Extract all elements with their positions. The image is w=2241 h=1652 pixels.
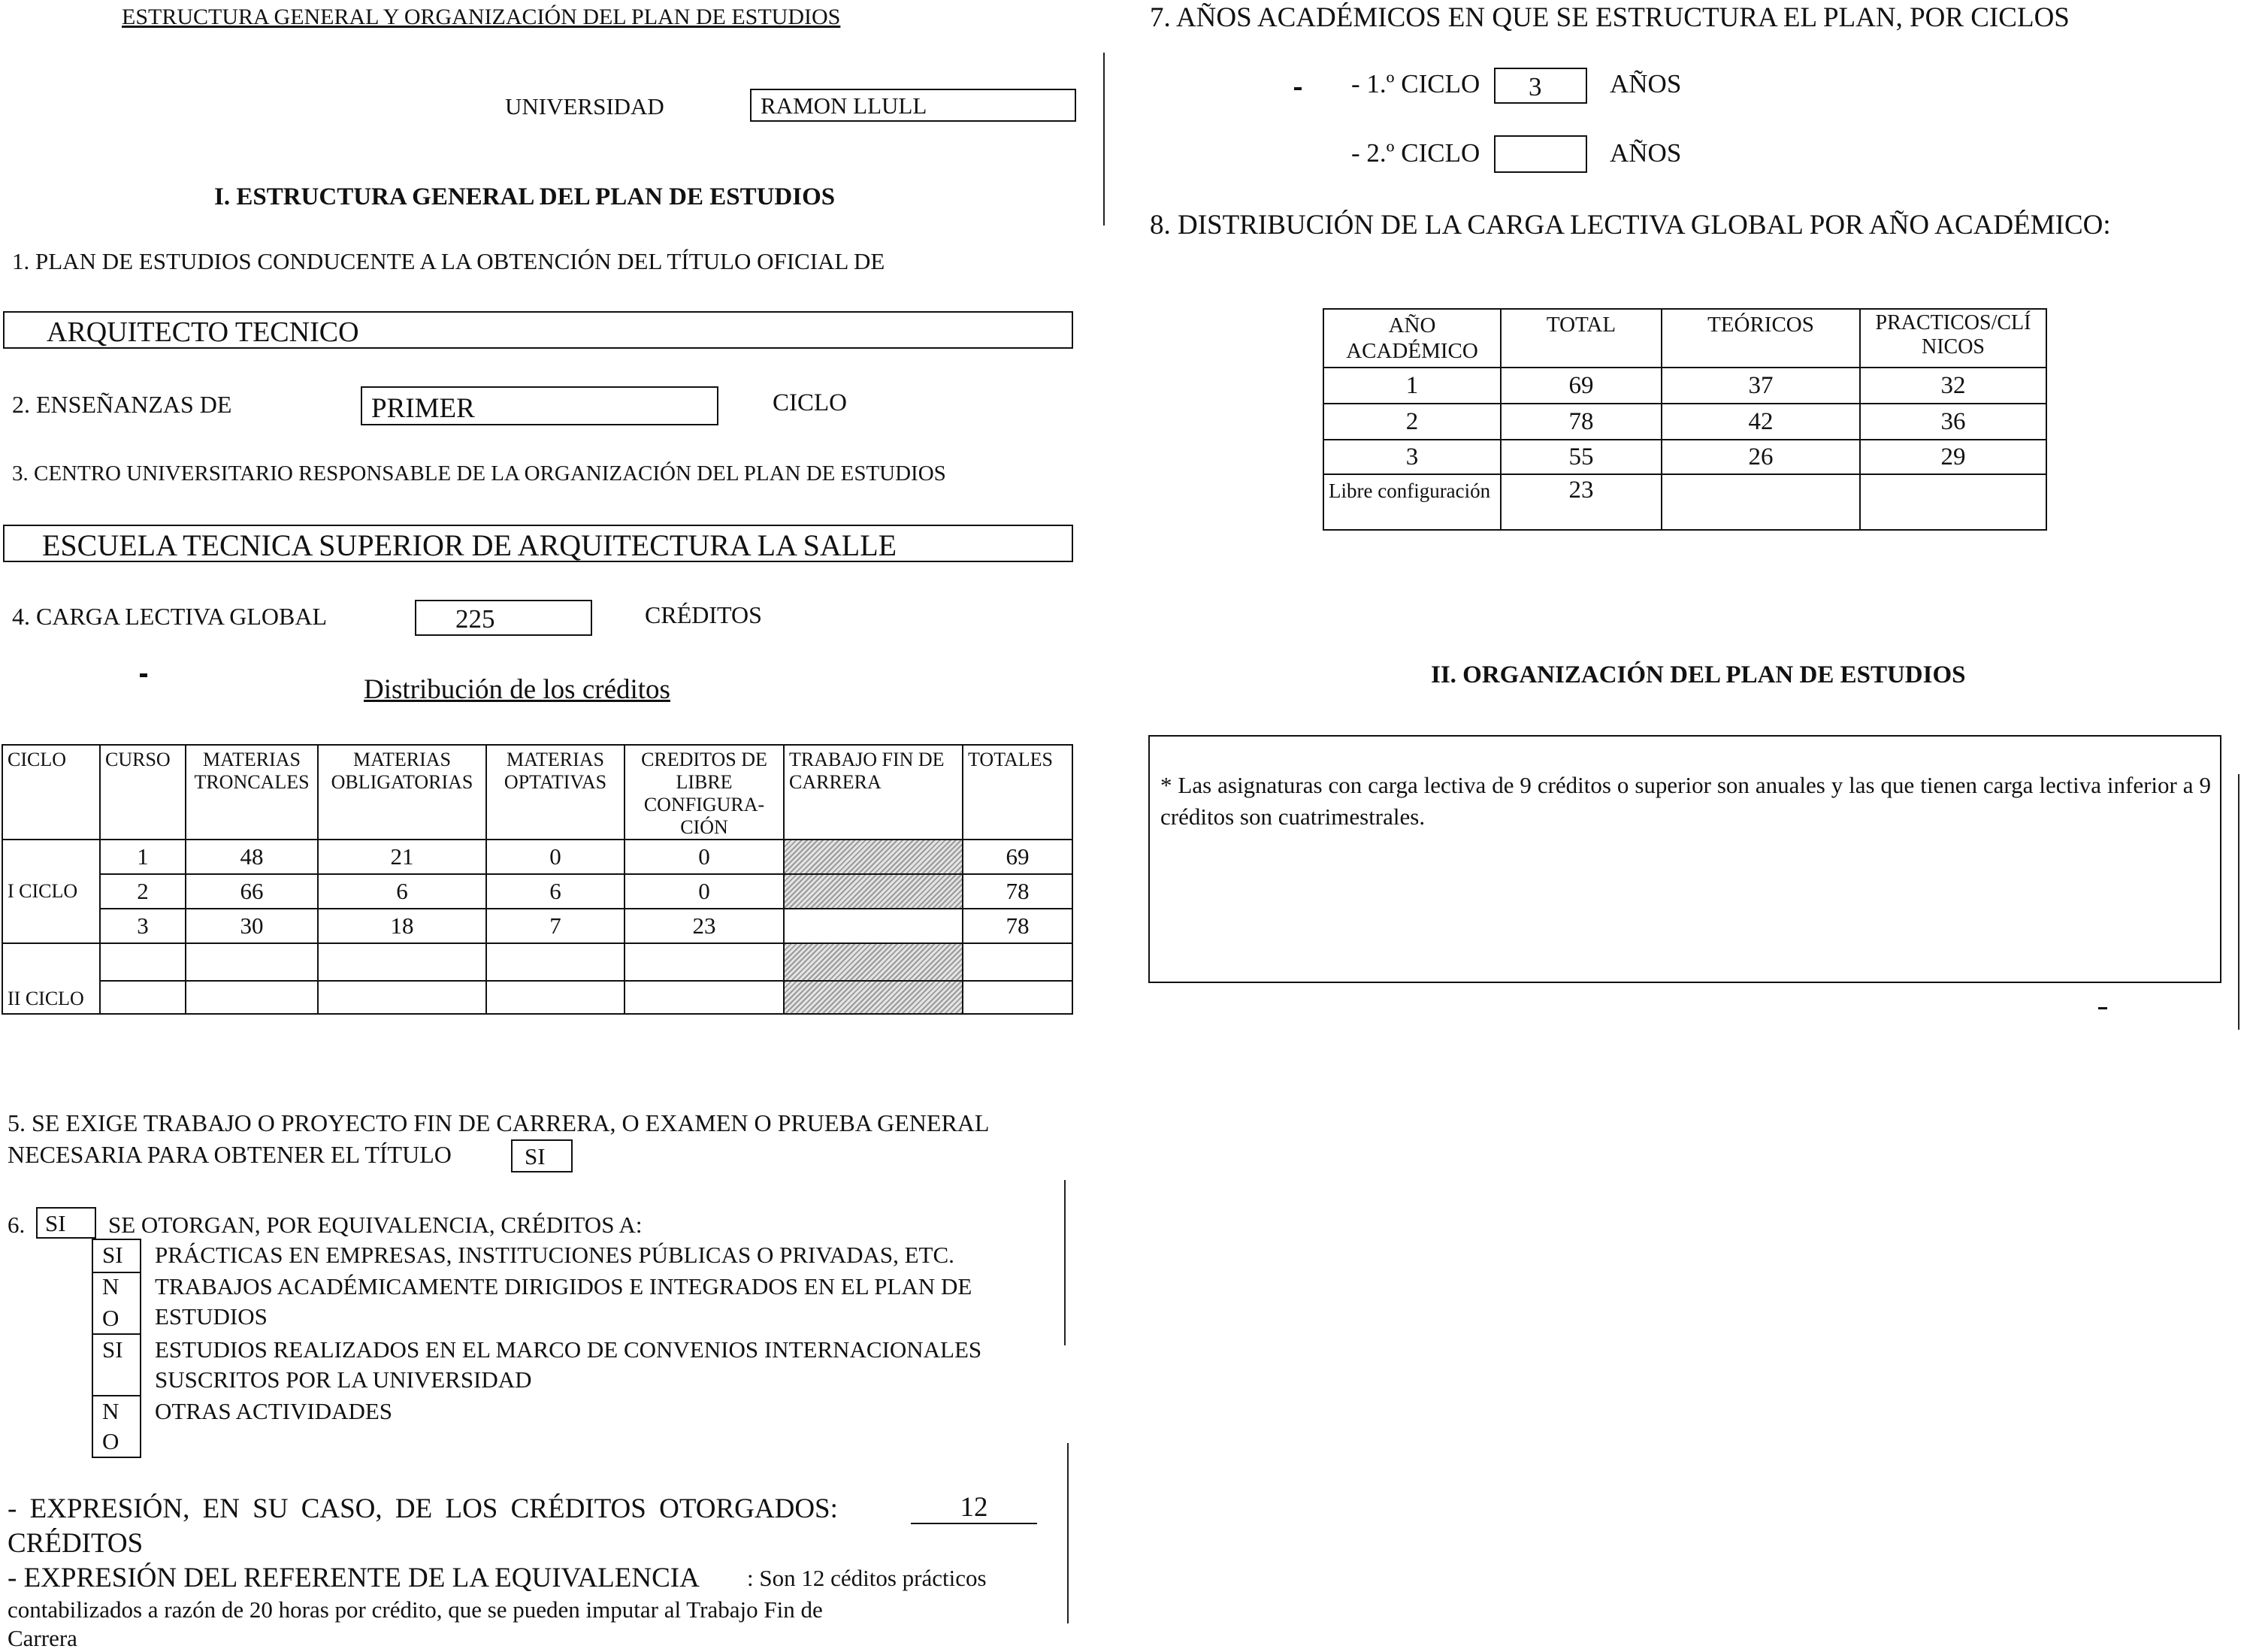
optativas-cell: 0: [486, 840, 625, 874]
ciclo2-suffix: AÑOS: [1610, 138, 1682, 168]
item3-label: 3. CENTRO UNIVERSITARIO RESPONSABLE DE LA ORGANIZACIÓN DEL PLAN DE ESTUDIOS: [12, 461, 946, 486]
item1-label: 1. PLAN DE ESTUDIOS CONDUCENTE A LA OBTENCIÓN DEL TÍTULO OFICIAL DE: [12, 248, 885, 274]
obligatorias-cell: 6: [318, 874, 486, 909]
teoricos-cell: 26: [1662, 440, 1860, 474]
universidad-field: [750, 89, 1076, 122]
centro-value: ESCUELA TECNICA SUPERIOR DE ARQUITECTURA LA SALLE: [42, 528, 897, 562]
universidad-label: UNIVERSIDAD: [505, 93, 664, 120]
ciclo1-label: I CICLO: [2, 840, 100, 943]
curso-cell: 1: [100, 840, 186, 874]
option2-mark: N: [102, 1273, 119, 1300]
section1-title: I. ESTRUCTURA GENERAL DEL PLAN DE ESTUDIOS: [214, 183, 836, 210]
totales-cell: 78: [963, 874, 1072, 909]
trabajo-cell-shaded: [784, 874, 963, 909]
expr-label: - EXPRESIÓN, EN SU CASO, DE LOS CRÉDITOS OTORGADOS:: [8, 1493, 838, 1524]
section2-title: II. ORGANIZACIÓN DEL PLAN DE ESTUDIOS: [1431, 661, 1966, 688]
bullet-mark: [1294, 87, 1302, 90]
titulo-value: ARQUITECTO TECNICO: [47, 316, 359, 348]
ref-label: - EXPRESIÓN DEL REFERENTE DE LA EQUIVALENCIA: [8, 1563, 700, 1593]
empty-cell: [963, 981, 1072, 1014]
option2-mark: O: [102, 1305, 119, 1331]
universidad-value: RAMON LLULL: [761, 92, 927, 119]
option4-mark: N: [102, 1398, 119, 1424]
table-row: [1323, 368, 2046, 404]
option4-text: OTRAS ACTIVIDADES: [155, 1398, 393, 1424]
item8-label: 8. DISTRIBUCIÓN DE LA CARGA LECTIVA GLOBAL POR AÑO ACADÉMICO:: [1150, 210, 2111, 241]
ciclo1-label: - 1.º CICLO: [1351, 69, 1480, 98]
total-cell: 23: [1501, 474, 1662, 530]
totales-cell: 69: [963, 840, 1072, 874]
curso-cell: 3: [100, 909, 186, 943]
trabajo-cell-shaded: [784, 981, 963, 1014]
optativas-cell: 7: [486, 909, 625, 943]
table-row: [2, 981, 1072, 1014]
empty-cell: [186, 981, 318, 1014]
troncales-cell: 48: [186, 840, 318, 874]
table-row: [1323, 404, 2046, 440]
header-trabajo: TRABAJO FIN DE CARRERA: [784, 745, 963, 840]
table-row: [2, 943, 1072, 981]
libre-cell: 23: [625, 909, 784, 943]
item6-value: SI: [45, 1210, 66, 1236]
empty-cell: [963, 943, 1072, 981]
item2-label: 2. ENSEÑANZAS DE: [12, 391, 232, 418]
obligatorias-cell: 18: [318, 909, 486, 943]
scan-line: [1064, 1180, 1066, 1345]
table-row: [1323, 474, 2046, 530]
stray-mark: [140, 673, 147, 677]
ciclo2-label: - 2.º CICLO: [1351, 138, 1480, 168]
item5-box: [511, 1139, 573, 1172]
item6-prefix: 6.: [8, 1212, 26, 1238]
empty-cell: [100, 981, 186, 1014]
totales-cell: 78: [963, 909, 1072, 943]
item2-suffix: CICLO: [773, 389, 847, 416]
optativas-cell: 6: [486, 874, 625, 909]
carga-header-row: [1323, 309, 2046, 368]
libre-cell: 0: [625, 874, 784, 909]
option1-text: PRÁCTICAS EN EMPRESAS, INSTITUCIONES PÚBLICAS O PRIVADAS, ETC.: [155, 1242, 954, 1268]
ciclo1-value: 3: [1529, 72, 1542, 101]
item5-value: SI: [525, 1143, 546, 1169]
option2-text: ESTUDIOS: [155, 1303, 268, 1330]
header-practicos: PRACTICOS/CLÍ NICOS: [1860, 309, 2046, 368]
ref-text3: Carrera: [8, 1625, 77, 1651]
ciclo1-suffix: AÑOS: [1610, 69, 1682, 98]
total-cell: 69: [1501, 368, 1662, 404]
item5-line2: NECESARIA PARA OBTENER EL TÍTULO: [8, 1141, 452, 1168]
empty-cell: [486, 981, 625, 1014]
distribucion-header-row: [2, 745, 1072, 840]
libre-cell: 0: [625, 840, 784, 874]
header-ano: AÑO ACADÉMICO: [1323, 309, 1501, 368]
ciclo2-label: II CICLO: [2, 943, 100, 1014]
organizacion-note: * Las asignaturas con carga lectiva de 9 créditos o superior son anuales y las que tienen carga lectiva inferior a 9 créditos son cuatrimestrales.: [1160, 772, 2211, 830]
practicos-cell: 36: [1860, 404, 2046, 440]
total-cell: 55: [1501, 440, 1662, 474]
carga-anual-table: [1323, 308, 2047, 531]
year-cell: 2: [1323, 404, 1501, 440]
carga-value: 225: [455, 604, 495, 634]
empty-cell: [186, 943, 318, 981]
ciclo-field: [361, 386, 718, 425]
item6-box: [36, 1207, 96, 1239]
trabajo-cell-shaded: [784, 840, 963, 874]
table-row: [2, 909, 1072, 943]
item7-label: 7. AÑOS ACADÉMICOS EN QUE SE ESTRUCTURA EL PLAN, POR CICLOS: [1150, 2, 2070, 33]
header-total: TOTAL: [1501, 309, 1662, 368]
scan-line: [1067, 1443, 1069, 1623]
practicos-cell: 32: [1860, 368, 2046, 404]
header-obligatorias: MATERIAS OBLIGATORIAS: [318, 745, 486, 840]
empty-cell: [486, 943, 625, 981]
expr-suffix: CRÉDITOS: [8, 1528, 144, 1559]
practicos-cell: [1860, 474, 2046, 530]
troncales-cell: 66: [186, 874, 318, 909]
ciclo2-box: [1494, 135, 1587, 173]
total-cell: 78: [1501, 404, 1662, 440]
empty-cell: [625, 981, 784, 1014]
header-totales: TOTALES: [963, 745, 1072, 840]
ref-text1: : Son 12 céditos prácticos: [747, 1565, 987, 1591]
header-ciclo: CICLO: [2, 745, 100, 840]
obligatorias-cell: 21: [318, 840, 486, 874]
header-teoricos: TEÓRICOS: [1662, 309, 1860, 368]
stray-mark: [2098, 1007, 2107, 1009]
year-cell: 3: [1323, 440, 1501, 474]
empty-cell: [318, 981, 486, 1014]
teoricos-cell: 42: [1662, 404, 1860, 440]
item4-suffix: CRÉDITOS: [645, 601, 762, 628]
header-curso: CURSO: [100, 745, 186, 840]
option3-text: SUSCRITOS POR LA UNIVERSIDAD: [155, 1366, 532, 1393]
teoricos-cell: [1662, 474, 1860, 530]
distribucion-title: Distribución de los créditos: [364, 674, 670, 705]
ciclo-value: PRIMER: [371, 393, 475, 424]
item4-label: 4. CARGA LECTIVA GLOBAL: [12, 603, 327, 630]
practicos-cell: 29: [1860, 440, 2046, 474]
carga-field: [415, 600, 592, 636]
empty-cell: [318, 943, 486, 981]
centro-field: [3, 525, 1073, 562]
scan-line: [1103, 53, 1105, 225]
curso-cell: 2: [100, 874, 186, 909]
item5-line1: 5. SE EXIGE TRABAJO O PROYECTO FIN DE CARRERA, O EXAMEN O PRUEBA GENERAL: [8, 1109, 990, 1136]
organizacion-box: [1148, 735, 2221, 983]
year-cell: Libre configuración: [1323, 474, 1501, 530]
option1-mark: SI: [102, 1242, 123, 1268]
scan-line: [2238, 774, 2239, 1030]
titulo-field: [3, 311, 1073, 349]
distribucion-table: [2, 744, 1073, 1015]
option3-mark: SI: [102, 1336, 123, 1363]
table-row: [1323, 440, 2046, 474]
table-row: [2, 874, 1072, 909]
ref-text2: contabilizados a razón de 20 horas por crédito, que se pueden imputar al Trabajo Fin de: [8, 1596, 823, 1623]
expr-value: 12: [911, 1493, 1037, 1524]
empty-cell: [100, 943, 186, 981]
empty-cell: [625, 943, 784, 981]
page-header: ESTRUCTURA GENERAL Y ORGANIZACIÓN DEL PLAN DE ESTUDIOS: [122, 5, 841, 29]
header-libre: CREDITOS DE LIBRE CONFIGURA-CIÓN: [625, 745, 784, 840]
trabajo-cell: [784, 909, 963, 943]
option3-text: ESTUDIOS REALIZADOS EN EL MARCO DE CONVENIOS INTERNACIONALES: [155, 1336, 982, 1363]
option4-mark: O: [102, 1428, 119, 1454]
table-row: [2, 840, 1072, 874]
option2-text: TRABAJOS ACADÉMICAMENTE DIRIGIDOS E INTEGRADOS EN EL PLAN DE: [155, 1273, 972, 1300]
header-troncales: MATERIAS TRONCALES: [186, 745, 318, 840]
header-optativas: MATERIAS OPTATIVAS: [486, 745, 625, 840]
teoricos-cell: 37: [1662, 368, 1860, 404]
year-cell: 1: [1323, 368, 1501, 404]
ciclo1-box: [1494, 68, 1587, 104]
trabajo-cell-shaded: [784, 943, 963, 981]
item6-label: SE OTORGAN, POR EQUIVALENCIA, CRÉDITOS A:: [108, 1212, 643, 1238]
troncales-cell: 30: [186, 909, 318, 943]
